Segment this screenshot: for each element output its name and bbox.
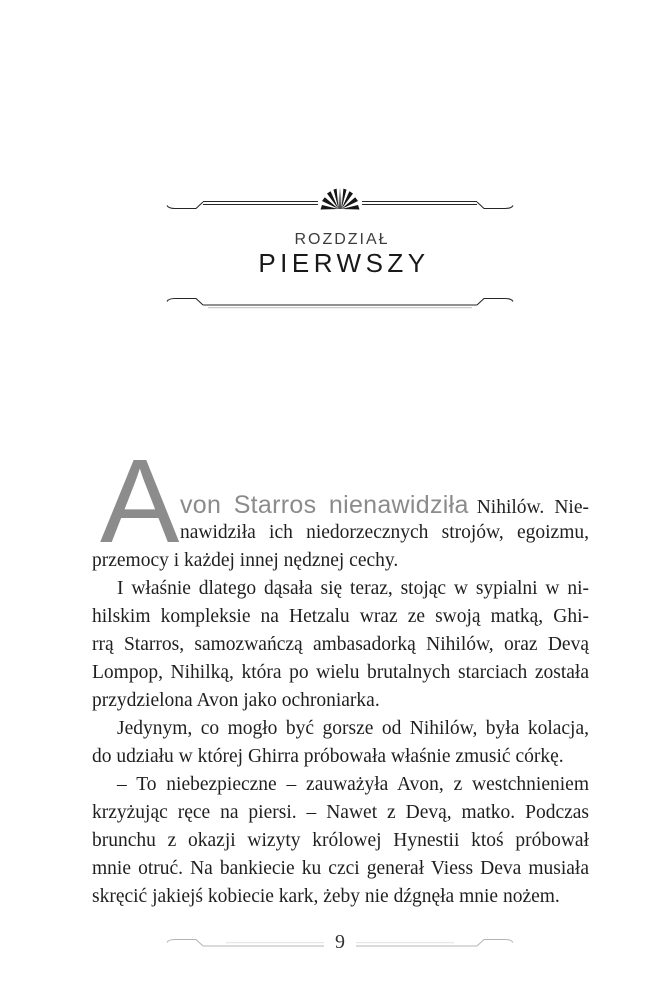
text-line: skręcić jakiejś kobiecie kark, żeby nie dźgnęła mnie nożem. bbox=[92, 886, 560, 907]
text-line: przemocy i każdej innej nędznej cechy. bbox=[92, 550, 399, 571]
paragraph bbox=[92, 771, 589, 911]
palmette-fan-icon bbox=[318, 187, 362, 211]
heading-bottom-rule bbox=[166, 295, 514, 315]
page-number: 9 bbox=[335, 931, 345, 953]
lead-in-text: von Starros nienawidziła bbox=[180, 491, 469, 519]
text-line: mnie otruć. Na bankiecie ku czci generał Viess Deva musiała bbox=[92, 858, 589, 879]
text-line: Jedynym, co mogło być gorsze od Nihilów, była kolacja, bbox=[117, 718, 589, 739]
text-line: nawidziła ich niedorzecznych strojów, egoizmu, bbox=[180, 522, 589, 543]
text-line: I właśnie dlatego dąsała się teraz, stojąc w sypialni w ni- bbox=[117, 578, 589, 599]
text-line: krzyżując ręce na piersi. – Nawet z Devą, matko. Podczas bbox=[92, 802, 589, 823]
body-text bbox=[92, 435, 589, 911]
chapter-title: PIERWSZY bbox=[258, 248, 430, 278]
text-line: hilskim kompleksie na Hetzalu wraz ze swoją matką, Ghi- bbox=[92, 606, 589, 627]
drop-cap: A bbox=[100, 435, 180, 568]
opening-paragraph bbox=[92, 435, 589, 575]
paragraph bbox=[92, 715, 589, 771]
chapter-kicker: ROZDZIAŁ bbox=[294, 231, 390, 248]
paragraph bbox=[92, 575, 589, 715]
text-line: Lompop, Nihilką, która po wielu brutalnych starciach została bbox=[92, 662, 589, 683]
text-line: do udziału w której Ghirra próbowała właśnie zmusić córkę. bbox=[92, 746, 564, 767]
line-rest: Nihilów. Nie- bbox=[476, 497, 589, 518]
text-line: rrą Starros, samozwańczą ambasadorką Nihilów, oraz Devą bbox=[92, 634, 589, 655]
text-line: – To niebezpieczne – zauważyła Avon, z westchnieniem bbox=[117, 774, 589, 795]
text-line: przydzielona Avon jako ochroniarka. bbox=[92, 690, 380, 711]
text-line: brunchu z okazji wizyty królowej Hynestii ktoś próbował bbox=[92, 830, 589, 851]
